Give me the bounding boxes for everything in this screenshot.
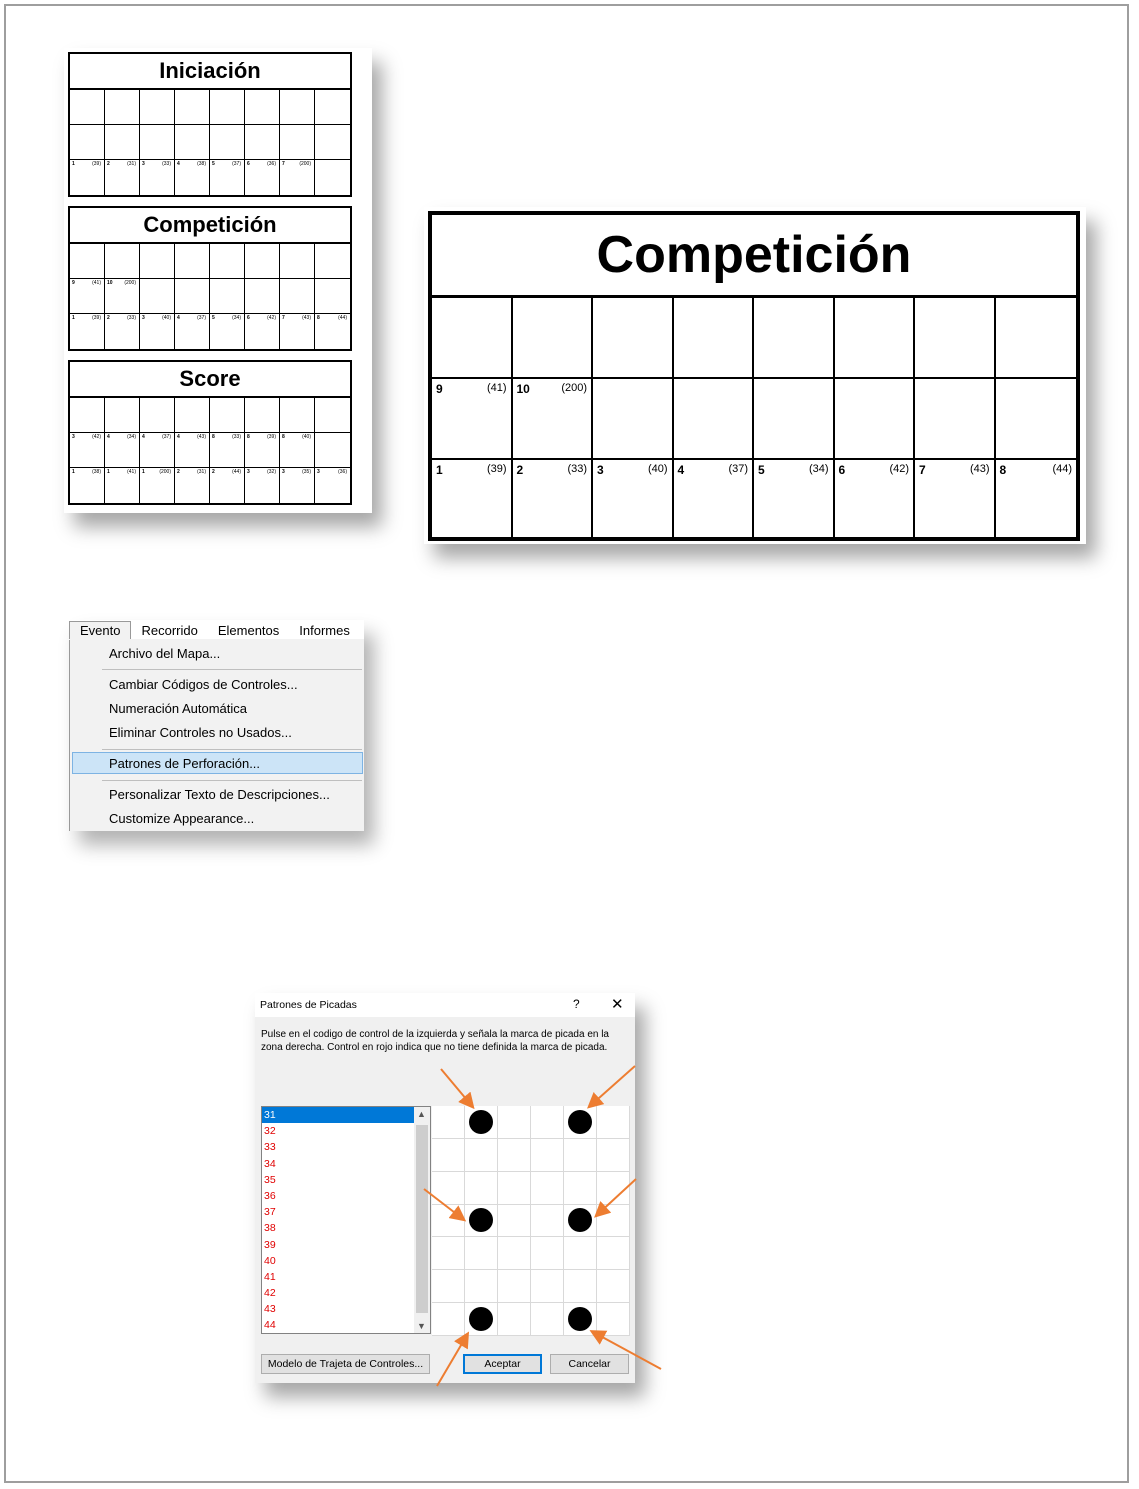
- pattern-cell[interactable]: [498, 1172, 531, 1205]
- pattern-cell[interactable]: [432, 1205, 465, 1238]
- cell-number: 7: [282, 315, 285, 321]
- card-cell: [175, 279, 210, 314]
- cell-number: 3: [72, 434, 75, 440]
- cell-code: (39): [267, 434, 276, 440]
- cell-number: 4: [142, 434, 145, 440]
- card-cell: [210, 468, 245, 503]
- template-button[interactable]: Modelo de Trajeta de Controles...: [261, 1354, 430, 1374]
- card-cell: [513, 379, 594, 460]
- pattern-cell[interactable]: [531, 1303, 564, 1336]
- cell-code: (37): [728, 463, 748, 475]
- card-cell: [210, 433, 245, 468]
- pattern-cell[interactable]: [564, 1172, 597, 1205]
- menu-item-archivo-mapa[interactable]: Archivo del Mapa...: [109, 646, 221, 661]
- card-cell: [280, 468, 315, 503]
- cell-number: 3: [317, 469, 320, 475]
- scrollbar-thumb[interactable]: [416, 1125, 428, 1313]
- card-cell: [315, 160, 350, 195]
- menu-item-cambiar-codigos[interactable]: Cambiar Códigos de Controles...: [109, 677, 298, 692]
- pattern-cell[interactable]: [564, 1106, 597, 1139]
- cancel-button[interactable]: Cancelar: [550, 1354, 629, 1374]
- cell-code: (33): [232, 434, 241, 440]
- cell-number: 10: [107, 280, 113, 286]
- cell-number: 7: [919, 463, 926, 477]
- cell-number: 9: [436, 382, 443, 396]
- pattern-cell[interactable]: [432, 1106, 465, 1139]
- pattern-cell[interactable]: [432, 1172, 465, 1205]
- cell-code: (43): [197, 434, 206, 440]
- cell-number: 5: [212, 161, 215, 167]
- cell-number: 1: [436, 463, 443, 477]
- punch-card-competicion-large: [428, 211, 1080, 541]
- cell-code: (37): [197, 315, 206, 321]
- cell-code: (39): [92, 315, 101, 321]
- punch-card-competicion: [68, 206, 352, 351]
- card-cell: [105, 90, 140, 125]
- dialog-titlebar: [255, 993, 635, 1017]
- menu-item-customize-appearance[interactable]: Customize Appearance...: [109, 811, 255, 826]
- cell-code: (200): [159, 469, 171, 475]
- card-cell: [245, 279, 280, 314]
- cell-number: 6: [247, 161, 250, 167]
- card-cell: [996, 298, 1077, 379]
- cell-number: 3: [247, 469, 250, 475]
- pattern-cell[interactable]: [564, 1270, 597, 1303]
- menu-item-numeracion[interactable]: Numeración Automática: [109, 701, 248, 716]
- card-cell: [674, 379, 755, 460]
- cell-number: 5: [212, 315, 215, 321]
- cell-code: (35): [302, 469, 311, 475]
- cell-number: 6: [247, 315, 250, 321]
- pattern-cell[interactable]: [465, 1270, 498, 1303]
- card-cell: [175, 90, 210, 125]
- card-cell: [315, 433, 350, 468]
- cell-code: (40): [647, 463, 668, 475]
- cell-code: (44): [1052, 463, 1072, 475]
- cell-number: 1: [107, 469, 110, 475]
- cell-number: 2: [177, 469, 180, 475]
- card-cell: [245, 90, 280, 125]
- scroll-down-icon[interactable]: ▼: [417, 1321, 426, 1331]
- card-cell: [674, 460, 755, 541]
- card-cell: [140, 125, 175, 160]
- cell-code: (41): [486, 382, 507, 394]
- ok-button[interactable]: Aceptar: [463, 1354, 542, 1374]
- card-cell: [175, 244, 210, 279]
- punch-mark: [568, 1307, 592, 1331]
- cell-number: 1: [142, 469, 145, 475]
- pattern-cell[interactable]: [564, 1237, 597, 1270]
- menu-dropdown: [69, 640, 364, 831]
- list-item[interactable]: 35: [264, 1173, 276, 1186]
- card-cell: [245, 314, 280, 349]
- cell-number: 4: [177, 434, 180, 440]
- card-cell: [915, 460, 996, 541]
- cell-number: 3: [142, 161, 145, 167]
- card-cell: [996, 379, 1077, 460]
- menu-item-personalizar-texto[interactable]: Personalizar Texto de Descripciones...: [109, 787, 330, 802]
- card-cell: [280, 398, 315, 433]
- card-cell: [105, 398, 140, 433]
- card-cell: [175, 160, 210, 195]
- dialog-title: Patrones de Picadas: [260, 999, 357, 1011]
- cell-number: 4: [107, 434, 110, 440]
- card-cell: [140, 314, 175, 349]
- menu-informes[interactable]: Informes: [299, 623, 350, 638]
- card-cell: [432, 379, 513, 460]
- cell-number: 7: [282, 161, 285, 167]
- menu-item-eliminar-controles[interactable]: Eliminar Controles no Usados...: [109, 725, 292, 740]
- list-item[interactable]: 32: [264, 1125, 276, 1138]
- card-cell: [70, 160, 105, 195]
- cell-number: 2: [212, 469, 215, 475]
- cell-code: (41): [127, 469, 136, 475]
- card-cell: [315, 468, 350, 503]
- card-cell: [210, 314, 245, 349]
- card-cell: [835, 298, 916, 379]
- menu-evento[interactable]: Evento: [69, 621, 131, 639]
- cell-number: 3: [142, 315, 145, 321]
- menu-separator: [102, 780, 362, 781]
- cell-code: (40): [302, 434, 311, 440]
- card-cell: [70, 468, 105, 503]
- card-cell: [674, 298, 755, 379]
- card-grid: [70, 90, 350, 195]
- cell-code: (33): [162, 161, 171, 167]
- cell-number: 8: [212, 434, 215, 440]
- pattern-cell[interactable]: [597, 1106, 630, 1139]
- cell-code: (34): [127, 434, 136, 440]
- cell-code: (43): [969, 463, 990, 475]
- punch-pattern-grid[interactable]: [432, 1106, 630, 1336]
- menu-item-patrones-perforacion[interactable]: Patrones de Perforación...: [109, 756, 261, 771]
- pattern-cell[interactable]: [432, 1139, 465, 1172]
- cell-number: 4: [677, 463, 685, 477]
- list-item[interactable]: 38: [264, 1222, 276, 1235]
- card-cell: [915, 298, 996, 379]
- card-cell: [513, 460, 594, 541]
- card-cell: [835, 460, 916, 541]
- card-cell: [210, 398, 245, 433]
- card-cell: [105, 468, 140, 503]
- card-cell: [315, 244, 350, 279]
- card-cell: [280, 279, 315, 314]
- card-cell: [105, 279, 140, 314]
- cell-number: 2: [516, 463, 524, 477]
- cell-number: 4: [177, 161, 180, 167]
- card-cell: [280, 160, 315, 195]
- cell-code: (200): [299, 161, 311, 167]
- list-item[interactable]: 36: [264, 1189, 276, 1202]
- cell-code: (42): [889, 463, 909, 475]
- pattern-cell[interactable]: [531, 1172, 564, 1205]
- card-cell: [210, 125, 245, 160]
- cell-number: 8: [317, 315, 320, 321]
- pattern-cell[interactable]: [498, 1270, 531, 1303]
- card-cell: [280, 125, 315, 160]
- cell-code: (43): [302, 315, 311, 321]
- cell-number: 3: [597, 463, 604, 477]
- punch-mark: [469, 1110, 493, 1134]
- cell-number: 4: [177, 315, 180, 321]
- list-item[interactable]: 33: [264, 1141, 276, 1154]
- pattern-cell[interactable]: [531, 1270, 564, 1303]
- card-cell: [315, 314, 350, 349]
- card-cell: [315, 90, 350, 125]
- card-cell: [245, 160, 280, 195]
- cell-number: 8: [247, 434, 250, 440]
- card-cell: [245, 433, 280, 468]
- card-cell: [105, 314, 140, 349]
- pattern-cell[interactable]: [432, 1237, 465, 1270]
- punch-mark: [469, 1208, 493, 1232]
- cell-code: (42): [92, 434, 101, 440]
- list-item[interactable]: 37: [264, 1206, 276, 1219]
- cell-number: 3: [282, 469, 285, 475]
- card-cell: [210, 244, 245, 279]
- cell-number: 8: [999, 463, 1007, 477]
- card-grid: [70, 244, 350, 349]
- menu-elementos[interactable]: Elementos: [217, 623, 280, 638]
- card-cell: [245, 244, 280, 279]
- cell-code: (200): [124, 280, 136, 286]
- list-item[interactable]: 31: [262, 1107, 414, 1123]
- pattern-cell[interactable]: [531, 1106, 564, 1139]
- pattern-cell[interactable]: [498, 1139, 531, 1172]
- card-cell: [210, 90, 245, 125]
- pattern-cell[interactable]: [465, 1106, 498, 1139]
- card-cell: [754, 379, 835, 460]
- cell-number: 2: [107, 161, 110, 167]
- card-cell: [70, 244, 105, 279]
- cell-code: (38): [197, 161, 206, 167]
- cell-code: (37): [162, 434, 171, 440]
- card-cell: [315, 125, 350, 160]
- card-cell: [105, 244, 140, 279]
- cell-number: 9: [72, 280, 75, 286]
- cell-code: (44): [338, 315, 347, 321]
- card-cell: [70, 90, 105, 125]
- cell-number: 5: [758, 463, 765, 477]
- card-cell: [315, 279, 350, 314]
- patrones-dialog: [255, 993, 635, 1383]
- cell-code: (200): [561, 382, 587, 394]
- card-cell: [175, 125, 210, 160]
- cell-code: (39): [486, 463, 507, 475]
- pattern-cell[interactable]: [564, 1303, 597, 1336]
- pattern-cell[interactable]: [597, 1205, 630, 1238]
- card-title: Iniciación: [70, 54, 350, 90]
- card-cell: [140, 279, 175, 314]
- cell-code: (32): [267, 469, 276, 475]
- list-item[interactable]: 43: [264, 1303, 276, 1316]
- card-grid: [70, 398, 350, 503]
- scroll-up-icon[interactable]: ▲: [417, 1109, 426, 1119]
- card-title: Competición: [70, 208, 350, 244]
- cell-code: (36): [267, 161, 276, 167]
- cell-code: (33): [127, 315, 136, 321]
- cell-code: (36): [338, 469, 347, 475]
- cell-number: 6: [838, 463, 846, 477]
- card-cell: [432, 298, 513, 379]
- pattern-cell[interactable]: [465, 1303, 498, 1336]
- cell-code: (33): [567, 463, 587, 475]
- card-cell: [105, 160, 140, 195]
- punch-mark: [469, 1307, 493, 1331]
- card-cell: [280, 314, 315, 349]
- cell-code: (31): [197, 469, 206, 475]
- card-cell: [140, 244, 175, 279]
- list-item[interactable]: 44: [264, 1319, 276, 1332]
- card-title: Score: [70, 362, 350, 398]
- control-code-list[interactable]: [261, 1106, 431, 1334]
- pattern-cell[interactable]: [465, 1205, 498, 1238]
- pattern-cell[interactable]: [432, 1303, 465, 1336]
- menu-recorrido[interactable]: Recorrido: [141, 623, 198, 638]
- card-cell: [432, 460, 513, 541]
- card-cell: [245, 468, 280, 503]
- card-cell: [175, 398, 210, 433]
- card-cell: [175, 468, 210, 503]
- list-items: [262, 1107, 430, 1334]
- card-cell: [175, 314, 210, 349]
- card-cell: [513, 298, 594, 379]
- pattern-cell[interactable]: [498, 1205, 531, 1238]
- menu-separator: [102, 669, 362, 670]
- pattern-cell[interactable]: [597, 1237, 630, 1270]
- punch-mark: [568, 1110, 592, 1134]
- card-cell: [996, 460, 1077, 541]
- cell-code: (31): [127, 161, 136, 167]
- card-cell: [140, 468, 175, 503]
- pattern-cell[interactable]: [465, 1172, 498, 1205]
- card-cell: [175, 433, 210, 468]
- card-cell: [315, 398, 350, 433]
- cell-code: (42): [267, 315, 276, 321]
- card-cell: [105, 125, 140, 160]
- card-cell: [105, 433, 140, 468]
- card-cell: [70, 398, 105, 433]
- card-cell: [245, 125, 280, 160]
- pattern-cell[interactable]: [597, 1303, 630, 1336]
- pattern-cell[interactable]: [564, 1205, 597, 1238]
- pattern-cell[interactable]: [597, 1139, 630, 1172]
- cell-code: (41): [92, 280, 101, 286]
- card-cell: [210, 160, 245, 195]
- card-cell: [754, 298, 835, 379]
- cell-number: 8: [282, 434, 285, 440]
- pattern-cell[interactable]: [564, 1139, 597, 1172]
- cell-number: 10: [516, 382, 530, 396]
- cell-code: (38): [92, 469, 101, 475]
- cell-number: 2: [107, 315, 110, 321]
- cell-code: (40): [162, 315, 171, 321]
- punch-card-iniciacion: [68, 52, 352, 197]
- card-cell: [140, 160, 175, 195]
- pattern-cell[interactable]: [531, 1139, 564, 1172]
- card-cell: [70, 279, 105, 314]
- card-cell: [70, 433, 105, 468]
- card-cell: [245, 398, 280, 433]
- list-item[interactable]: 41: [264, 1270, 276, 1283]
- pattern-cell[interactable]: [498, 1237, 531, 1270]
- cell-code: (34): [808, 463, 829, 475]
- card-cell: [210, 279, 245, 314]
- pattern-cell[interactable]: [597, 1270, 630, 1303]
- card-cell: [70, 314, 105, 349]
- menubar: [69, 620, 364, 639]
- card-cell: [593, 460, 674, 541]
- list-scrollbar[interactable]: [414, 1107, 430, 1333]
- card-cell: [280, 90, 315, 125]
- dialog-instructions: Pulse en el codigo de control de la izquierda y señala la marca de picada en la zona derecha. Control en rojo indica que no tiene definida la marca de picada.: [261, 1029, 609, 1053]
- card-cell: [593, 298, 674, 379]
- card-cell: [140, 398, 175, 433]
- card-title: Competición: [432, 215, 1076, 298]
- list-item[interactable]: 39: [264, 1238, 276, 1251]
- pattern-cell[interactable]: [498, 1106, 531, 1139]
- card-cell: [754, 460, 835, 541]
- help-icon[interactable]: ?: [573, 997, 580, 1011]
- cell-number: 1: [72, 469, 75, 475]
- card-grid: [432, 298, 1076, 541]
- card-cell: [140, 433, 175, 468]
- cell-number: 1: [72, 315, 75, 321]
- card-cell: [835, 379, 916, 460]
- pattern-cell[interactable]: [531, 1237, 564, 1270]
- pattern-cell[interactable]: [432, 1270, 465, 1303]
- menu-separator: [102, 749, 362, 750]
- card-cell: [70, 125, 105, 160]
- list-item[interactable]: 42: [264, 1287, 276, 1300]
- pattern-cell[interactable]: [498, 1303, 531, 1336]
- close-icon[interactable]: ✕: [611, 996, 624, 1013]
- card-cell: [915, 379, 996, 460]
- cell-code: (34): [232, 315, 241, 321]
- card-cell: [280, 433, 315, 468]
- cell-code: (39): [92, 161, 101, 167]
- pattern-cell[interactable]: [597, 1172, 630, 1205]
- list-item[interactable]: 34: [264, 1157, 276, 1170]
- card-cell: [140, 90, 175, 125]
- pattern-cell[interactable]: [531, 1205, 564, 1238]
- pattern-cell[interactable]: [465, 1237, 498, 1270]
- cell-code: (44): [232, 469, 241, 475]
- pattern-cell[interactable]: [465, 1139, 498, 1172]
- list-item[interactable]: 40: [264, 1254, 276, 1267]
- evento-menu: [69, 620, 364, 831]
- card-cell: [593, 379, 674, 460]
- punch-card-score: [68, 360, 352, 505]
- punch-mark: [568, 1208, 592, 1232]
- card-cell: [280, 244, 315, 279]
- cell-number: 1: [72, 161, 75, 167]
- cell-code: (37): [232, 161, 241, 167]
